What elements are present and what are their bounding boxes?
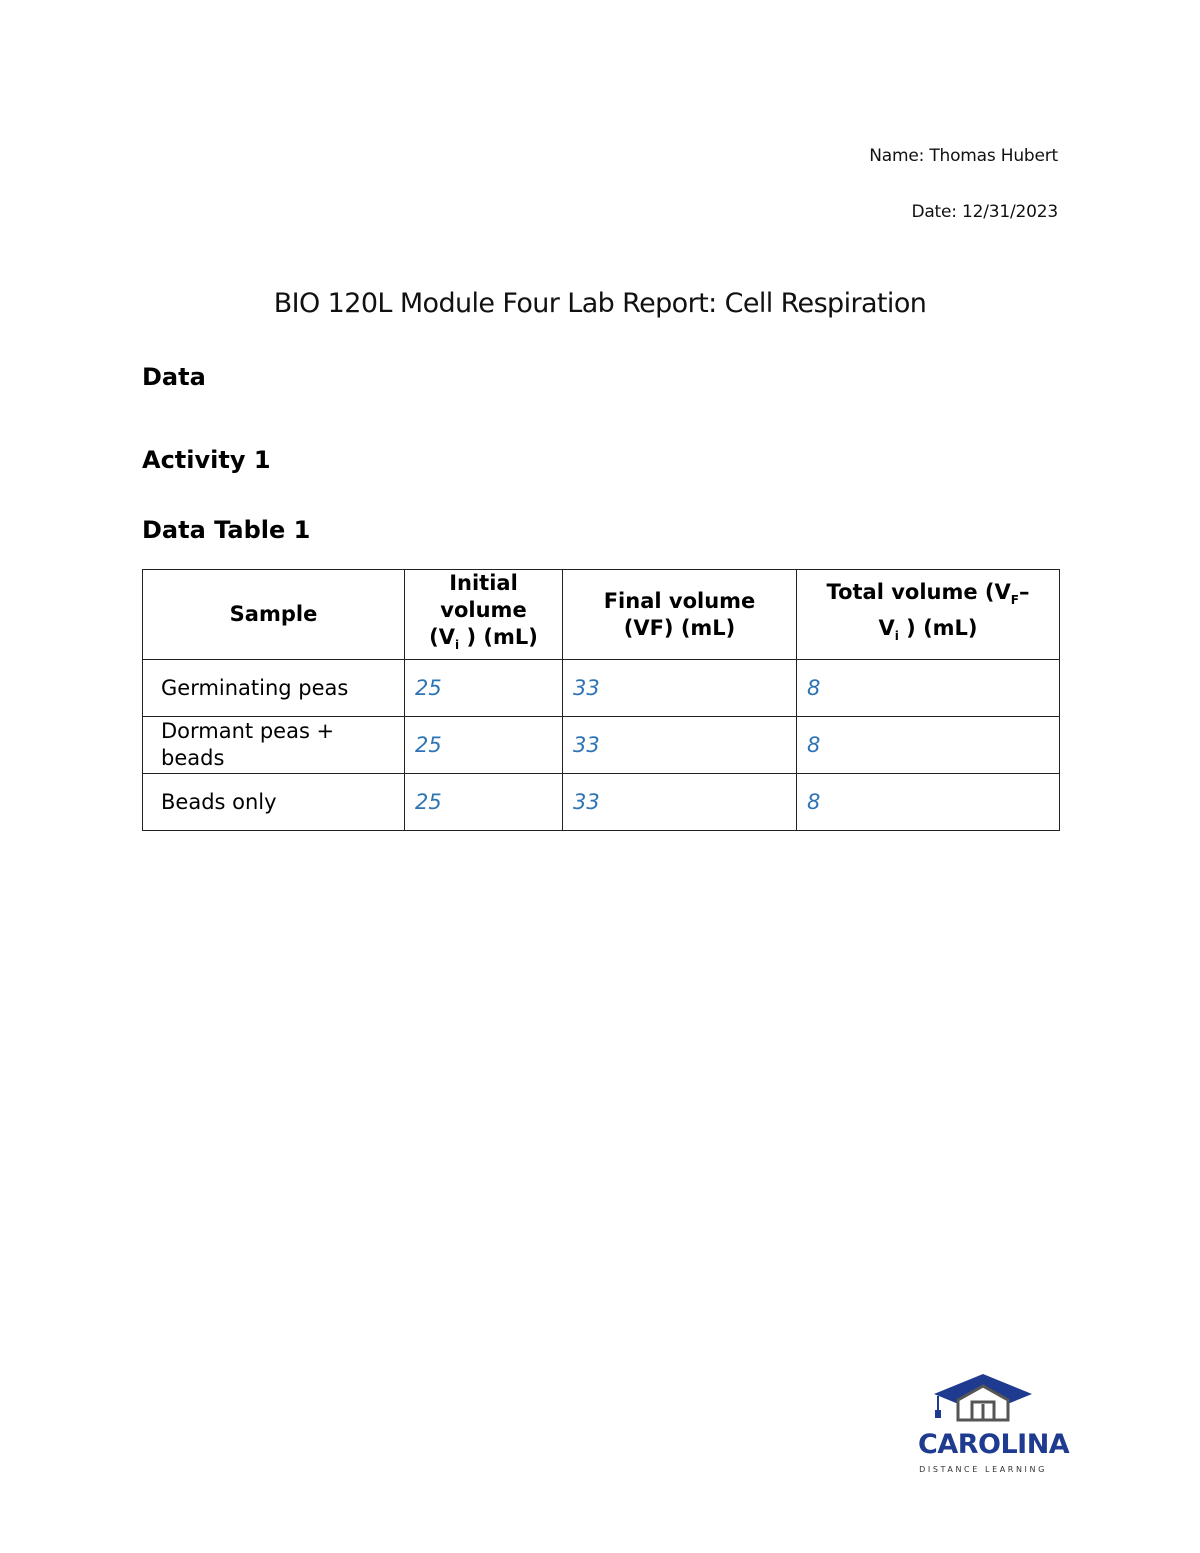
header-total-line2-post: ) (mL) [898,615,978,640]
student-name: Name: Thomas Hubert [869,146,1058,166]
cell-initial-volume: 25 [405,660,563,717]
header-total-line2-sub: i [894,628,899,643]
header-total-line1-pre: Total volume (V [826,580,1011,605]
header-total-line1-sub: F [1010,593,1019,608]
cell-final-volume: 33 [563,774,797,831]
cell-initial-volume: 25 [405,717,563,774]
header-final-volume [563,570,797,660]
cell-sample: Germinating peas [143,660,405,717]
section-heading-activity: Activity 1 [142,446,271,474]
header-final-line1: Final volume [603,588,756,613]
carolina-logo-icon [918,1372,1070,1478]
header-initial-line3-pre: (V [429,625,456,649]
report-date: Date: 12/31/2023 [911,202,1058,222]
cell-sample: Beads only [143,774,405,831]
header-sample-label: Sample [229,602,318,627]
document-title: BIO 120L Module Four Lab Report: Cell Respiration [273,288,927,319]
table-header-row [143,570,1060,660]
cell-initial-volume: 25 [405,774,563,831]
header-total-line1-post: – [1018,580,1030,605]
cell-final-volume: 33 [563,660,797,717]
logo-tagline: DISTANCE LEARNING [919,1465,1047,1474]
header-initial-line3-post: ) (mL) [459,625,538,649]
header-final-line2: (VF) (mL) [623,615,736,640]
header-initial-line3-sub: i [455,638,460,653]
header-initial-line2: volume [440,598,527,622]
cell-total-volume: 8 [797,717,1060,774]
logo-wordmark: CAROLINA [918,1429,1070,1460]
section-heading-table: Data Table 1 [142,516,311,544]
table-row [143,717,1060,774]
header-initial-volume [405,570,563,660]
header-total-volume [797,570,1060,660]
table-row [143,774,1060,831]
data-table-1 [142,569,1060,831]
header-initial-line1: Initial [449,571,518,595]
header-sample [143,570,405,660]
table-row [143,660,1060,717]
cell-sample: Dormant peas + beads [143,717,405,774]
cell-total-volume: 8 [797,774,1060,831]
cell-final-volume: 33 [563,717,797,774]
header-total-line2-pre: V [878,615,895,640]
cell-total-volume: 8 [797,660,1060,717]
section-heading-data: Data [142,363,206,391]
